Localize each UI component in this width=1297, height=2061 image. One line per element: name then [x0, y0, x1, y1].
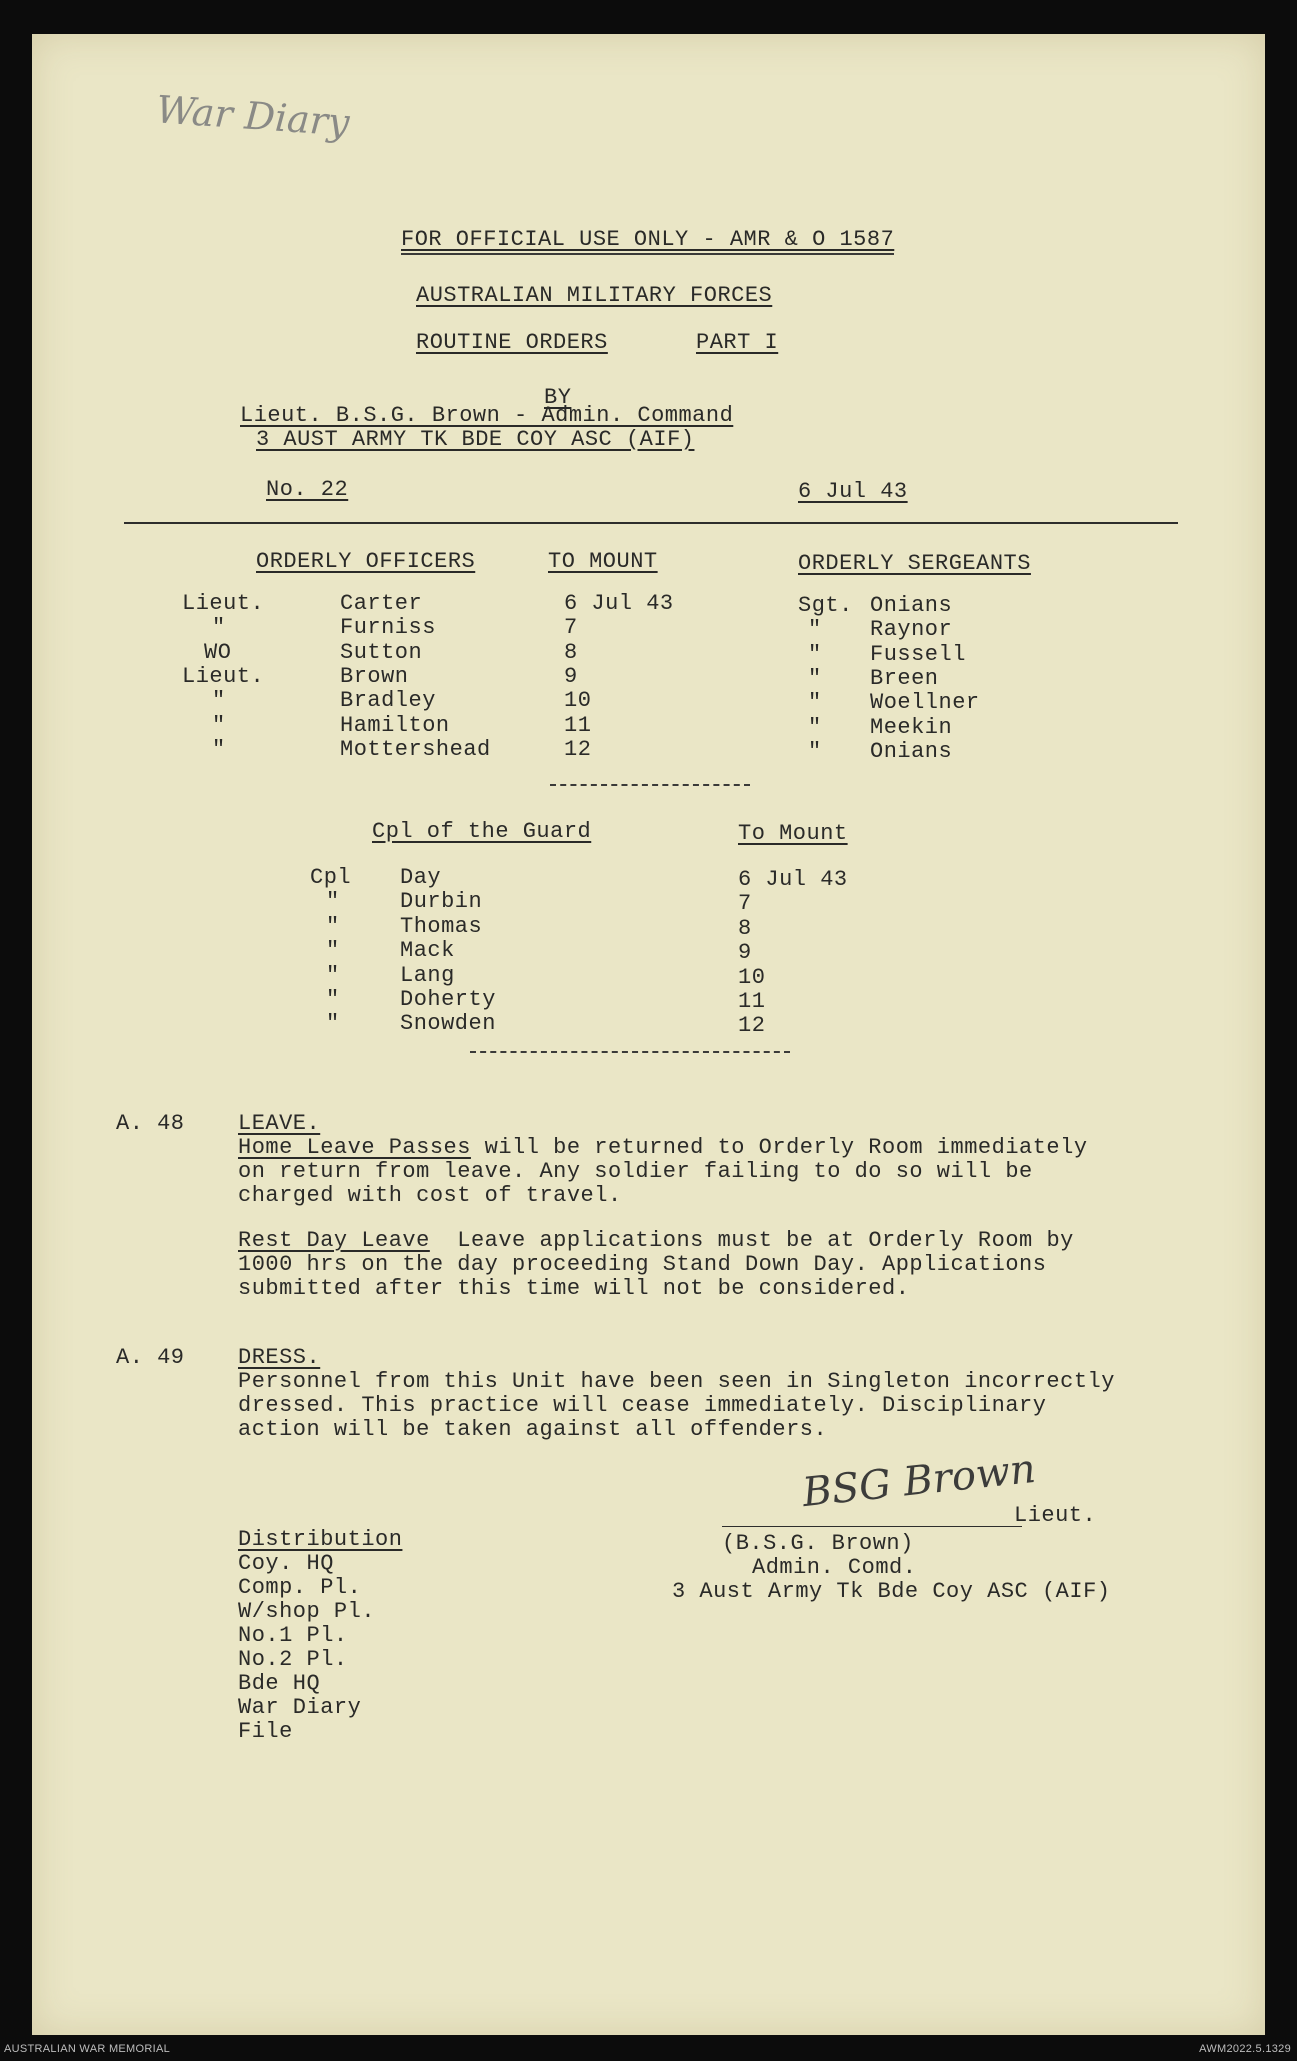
distribution-item: Comp. Pl. — [238, 1575, 362, 1600]
signature-rank: Lieut. — [1014, 1503, 1097, 1528]
rest-day-continuation: 1000 hrs on the day proceeding Stand Down Day. Applications submitted after this time will not be considered. — [238, 1252, 1047, 1301]
handwritten-note: War Diary — [154, 87, 351, 145]
guard-rank: " — [326, 913, 340, 939]
distribution-item: Bde HQ — [238, 1671, 321, 1696]
guard-rank: " — [326, 938, 340, 964]
col-orderly-officers: ORDERLY OFFICERS — [256, 549, 476, 574]
unit-line: 3 AUST ARMY TK BDE COY ASC (AIF) — [256, 427, 695, 452]
officer-name: Furniss — [340, 615, 436, 641]
signature-role: Admin. Comd. — [752, 1555, 917, 1580]
sergeant-name: Breen — [870, 665, 939, 691]
sergeant-rank: " — [808, 690, 822, 716]
officer-mount-date: 10 — [564, 688, 592, 714]
officer-mount-date: 8 — [564, 639, 578, 665]
guard-rank: " — [326, 1011, 340, 1037]
officer-rank: " — [212, 712, 226, 738]
guard-mount-date: 12 — [738, 1013, 766, 1039]
officer-rank: " — [212, 615, 226, 641]
sergeant-rank: " — [808, 665, 822, 691]
officer-name: Mottershead — [340, 736, 491, 762]
sergeant-name: Onians — [870, 593, 953, 618]
guard-mount-date: 11 — [738, 989, 766, 1014]
officer-rank: " — [212, 736, 226, 762]
officer-name: Brown — [340, 663, 409, 689]
guard-mount-date: 8 — [738, 915, 752, 941]
officer-rank: Lieut. — [182, 663, 265, 689]
guard-mount-date: 7 — [738, 891, 752, 917]
col-cpl-of-guard: Cpl of the Guard — [372, 819, 592, 844]
sergeant-name: Onians — [870, 738, 953, 764]
signature: BSG Brown — [800, 1445, 1038, 1517]
guard-mount-date: 10 — [738, 964, 766, 990]
officer-mount-date: 7 — [564, 615, 578, 641]
by-label: BY — [544, 385, 572, 410]
rest-day-line — [238, 1229, 1074, 1253]
officer-name: Hamilton — [340, 712, 450, 738]
home-leave-continuation: on return from leave. Any soldier failing to do so will be charged with cost of travel. — [238, 1159, 1033, 1208]
signature-line — [722, 1526, 1022, 1527]
home-leave-heading: Home Leave Passes — [238, 1135, 471, 1160]
sergeant-rank: " — [808, 714, 822, 740]
guard-name: Snowden — [400, 1011, 496, 1037]
rest-day-heading: Rest Day Leave — [238, 1228, 430, 1253]
officer-mount-date: 6 Jul 43 — [564, 591, 674, 616]
footer-right: AWM2022.5.1329 — [1199, 2043, 1291, 2055]
guard-rank: " — [326, 962, 340, 988]
sergeant-rank: " — [808, 738, 822, 764]
commander-line: Lieut. B.S.G. Brown - Admin. Command — [240, 403, 734, 428]
sergeant-name: Meekin — [870, 714, 953, 740]
officer-mount-date: 12 — [564, 736, 592, 762]
guard-name: Thomas — [400, 913, 483, 939]
sergeant-rank: " — [808, 641, 822, 667]
order-number: No. 22 — [266, 477, 349, 502]
distribution-title: Distribution — [238, 1527, 403, 1552]
col-to-mount: TO MOUNT — [548, 549, 658, 574]
sergeant-rank: " — [808, 617, 822, 643]
order-number-a49: A. 49 — [116, 1345, 185, 1370]
distribution-item: War Diary — [238, 1695, 362, 1720]
officer-mount-date: 9 — [564, 663, 578, 689]
col-guard-to-mount: To Mount — [738, 821, 848, 846]
officer-name: Sutton — [340, 639, 423, 665]
guard-mount-date: 6 Jul 43 — [738, 867, 848, 892]
order-number-a48: A. 48 — [116, 1111, 185, 1136]
part-label: PART I — [696, 330, 779, 355]
forces-title: AUSTRALIAN MILITARY FORCES — [416, 283, 773, 308]
footer-left: AUSTRALIAN WAR MEMORIAL — [4, 2043, 171, 2055]
signature-name: (B.S.G. Brown) — [722, 1531, 914, 1556]
order-date: 6 Jul 43 — [798, 479, 908, 504]
guard-mount-date: 9 — [738, 940, 752, 966]
sergeant-name: Raynor — [870, 617, 953, 643]
guard-table-divider — [470, 1051, 790, 1053]
officer-name: Bradley — [340, 688, 436, 714]
header-divider — [124, 522, 1178, 524]
home-leave-line — [238, 1136, 1088, 1160]
officer-rank: Lieut. — [182, 591, 265, 616]
col-orderly-sergeants: ORDERLY SERGEANTS — [798, 551, 1031, 576]
guard-name: Day — [400, 865, 442, 890]
routine-orders-title: ROUTINE ORDERS — [416, 330, 608, 355]
distribution-item: No.2 Pl. — [238, 1647, 348, 1672]
distribution-item: Coy. HQ — [238, 1551, 334, 1576]
officer-rank: " — [212, 688, 226, 714]
guard-rank: " — [326, 987, 340, 1012]
guard-rank: " — [326, 889, 340, 915]
officer-name: Carter — [340, 591, 423, 616]
distribution-item: File — [238, 1719, 293, 1744]
signature-unit: 3 Aust Army Tk Bde Coy ASC (AIF) — [672, 1579, 1111, 1604]
guard-name: Doherty — [400, 987, 496, 1012]
sergeant-name: Fussell — [870, 641, 966, 667]
officer-mount-date: 11 — [564, 712, 592, 738]
orderly-table-divider — [550, 784, 750, 786]
guard-rank: Cpl — [310, 865, 352, 890]
home-leave-text: will be returned to Orderly Room immediately — [470, 1135, 1088, 1160]
order-title-dress: DRESS. — [238, 1345, 321, 1370]
officer-rank: WO — [204, 639, 232, 665]
sergeant-name: Woellner — [870, 690, 980, 716]
guard-name: Mack — [400, 938, 455, 964]
document-page — [32, 34, 1265, 2035]
dress-body: Personnel from this Unit have been seen in Singleton incorrectly dressed. This practice will cease immediately. Disciplinary action will be taken against all offenders. — [238, 1369, 1115, 1442]
rest-day-text: Leave applications must be at Orderly Room by — [429, 1228, 1074, 1253]
order-title-leave: LEAVE. — [238, 1111, 321, 1136]
guard-name: Lang — [400, 962, 455, 988]
sergeant-rank: Sgt. — [798, 593, 853, 618]
distribution-item: No.1 Pl. — [238, 1623, 348, 1648]
distribution-item: W/shop Pl. — [238, 1599, 376, 1624]
guard-name: Durbin — [400, 889, 483, 915]
classification-line: FOR OFFICIAL USE ONLY - AMR & O 1587 — [401, 228, 894, 255]
